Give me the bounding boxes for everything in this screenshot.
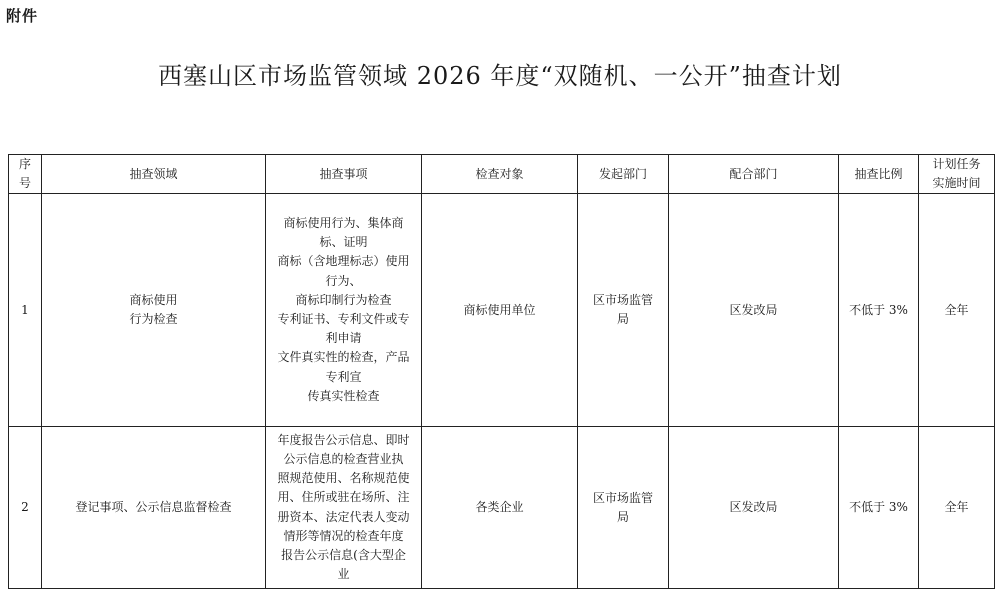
header-index: 序 号 [9, 155, 42, 194]
header-target: 检查对象 [422, 155, 578, 194]
header-area: 抽查领域 [42, 155, 266, 194]
table-row [9, 427, 995, 589]
row-ratio: 不低于 3% [839, 194, 919, 427]
table-header-row [9, 155, 995, 194]
row-index: 1 [9, 194, 42, 427]
header-items: 抽查事项 [266, 155, 422, 194]
attachment-label: 附件 [6, 7, 39, 25]
row-timing: 全年 [919, 194, 995, 427]
header-ratio: 抽查比例 [839, 155, 919, 194]
row-index: 2 [9, 427, 42, 589]
row-items: 年度报告公示信息、即时 公示信息的检查营业执 照规范使用、名称规范使 用、住所或驻在场所、注 册资本、法定代表人变动 情形等情况的检查年度 报告公示信息(含大型企 业 [266, 427, 422, 589]
row-ratio: 不低于 3% [839, 427, 919, 589]
row-cooperator: 区发改局 [669, 427, 839, 589]
row-area: 登记事项、公示信息监督检查 [42, 427, 266, 589]
row-cooperator: 区发改局 [669, 194, 839, 427]
header-timing: 计划任务 实施时间 [919, 155, 995, 194]
row-timing: 全年 [919, 427, 995, 589]
inspection-plan-table [8, 154, 995, 589]
header-cooperator: 配合部门 [669, 155, 839, 194]
row-items: 商标使用行为、集体商 标、证明 商标（含地理标志）使用 行为、 商标印制行为检查 专利证书、专利文件或专 利申请 文件真实性的检查，产品 专利宣 传真实性检查 [266, 194, 422, 427]
row-target: 商标使用单位 [422, 194, 578, 427]
header-initiator: 发起部门 [578, 155, 669, 194]
row-area: 商标使用 行为检查 [42, 194, 266, 427]
row-target: 各类企业 [422, 427, 578, 589]
row-initiator: 区市场监管 局 [578, 194, 669, 427]
document-title: 西塞山区市场监管领域 2026 年度“双随机、一公开”抽查计划 [158, 62, 842, 90]
row-initiator: 区市场监管 局 [578, 427, 669, 589]
table-row [9, 194, 995, 427]
